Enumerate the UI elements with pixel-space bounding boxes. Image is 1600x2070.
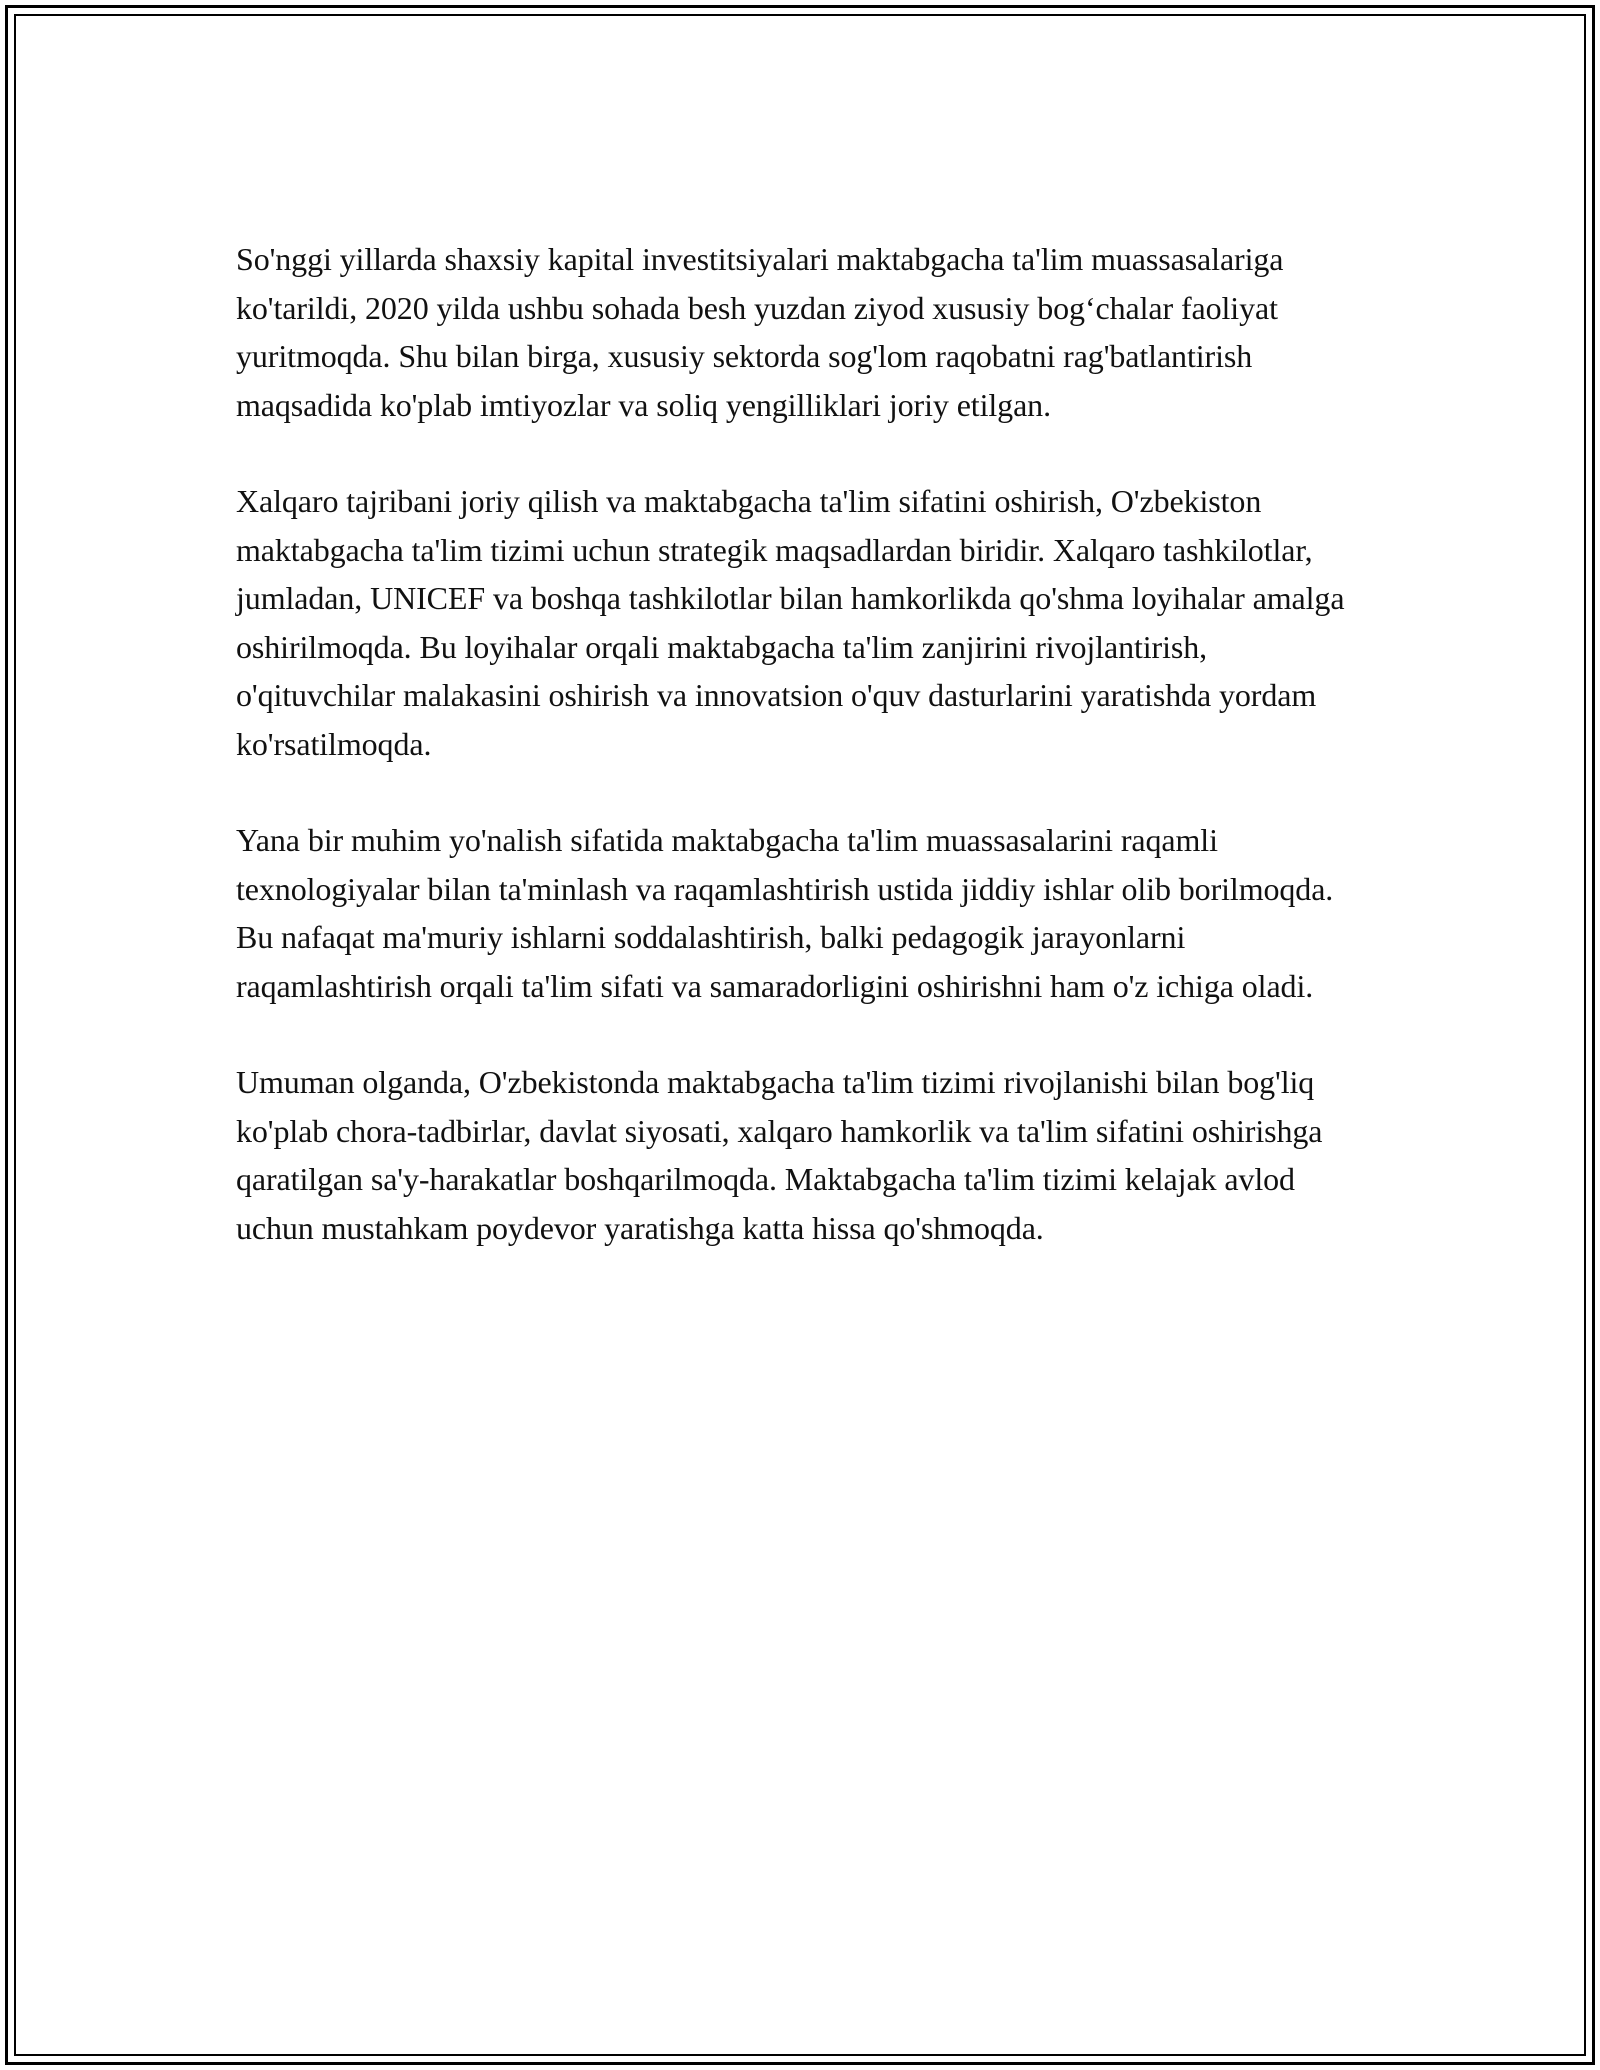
paragraph-international-experience: Xalqaro tajribani joriy qilish va maktabgacha ta'lim sifatini oshirish, O'zbekiston maktabgacha ta'lim tizimi uchun strategik maqsadlardan biridir. Xalqaro tashkilotlar, jumladan, UNICEF va boshqa tashkilotlar bilan hamkorlikda qo'shma loyihalar amalga oshirilmoqda. Bu loyihalar orqali maktabgacha ta'lim zanjirini rivojlantirish, o'qituvchilar malakasini oshirish va innovatsion o'quv dasturlarini yaratishda yordam ko'rsatilmoqda.: [236, 483, 1345, 762]
paragraph-conclusion: Umuman olganda, O'zbekistonda maktabgacha ta'lim tizimi rivojlanishi bilan bog'liq ko'plab chora-tadbirlar, davlat siyosati, xalqaro hamkorlik va ta'lim sifatini oshirishga qaratilgan sa'y-harakatlar boshqarilmoqda. Maktabgacha ta'lim tizimi kelajak avlod uchun mustahkam poydevor yaratishga katta hissa qo'shmoqda.: [236, 1064, 1323, 1246]
document-body: [236, 235, 1366, 1300]
paragraph-digitalization: Yana bir muhim yo'nalish sifatida maktabgacha ta'lim muassasalarini raqamli texnologiyalar bilan ta'minlash va raqamlashtirish ustida jiddiy ishlar olib borilmoqda. Bu nafaqat ma'muriy ishlarni soddalashtirish, balki pedagogik jarayonlarni raqamlashtirish orqali ta'lim sifati va samaradorligini oshirishni ham o'z ichiga oladi.: [236, 822, 1334, 1004]
paragraph-private-investment: So'nggi yillarda shaxsiy kapital investitsiyalari maktabgacha ta'lim muassasalariga ko'tarildi, 2020 yilda ushbu sohada besh yuzdan ziyod xususiy bog‘chalar faoliyat yuritmoqda. Shu bilan birga, xususiy sektorda sog'lom raqobatni rag'batlantirish maqsadida ko'plab imtiyozlar va soliq yengilliklari joriy etilgan.: [236, 241, 1284, 423]
